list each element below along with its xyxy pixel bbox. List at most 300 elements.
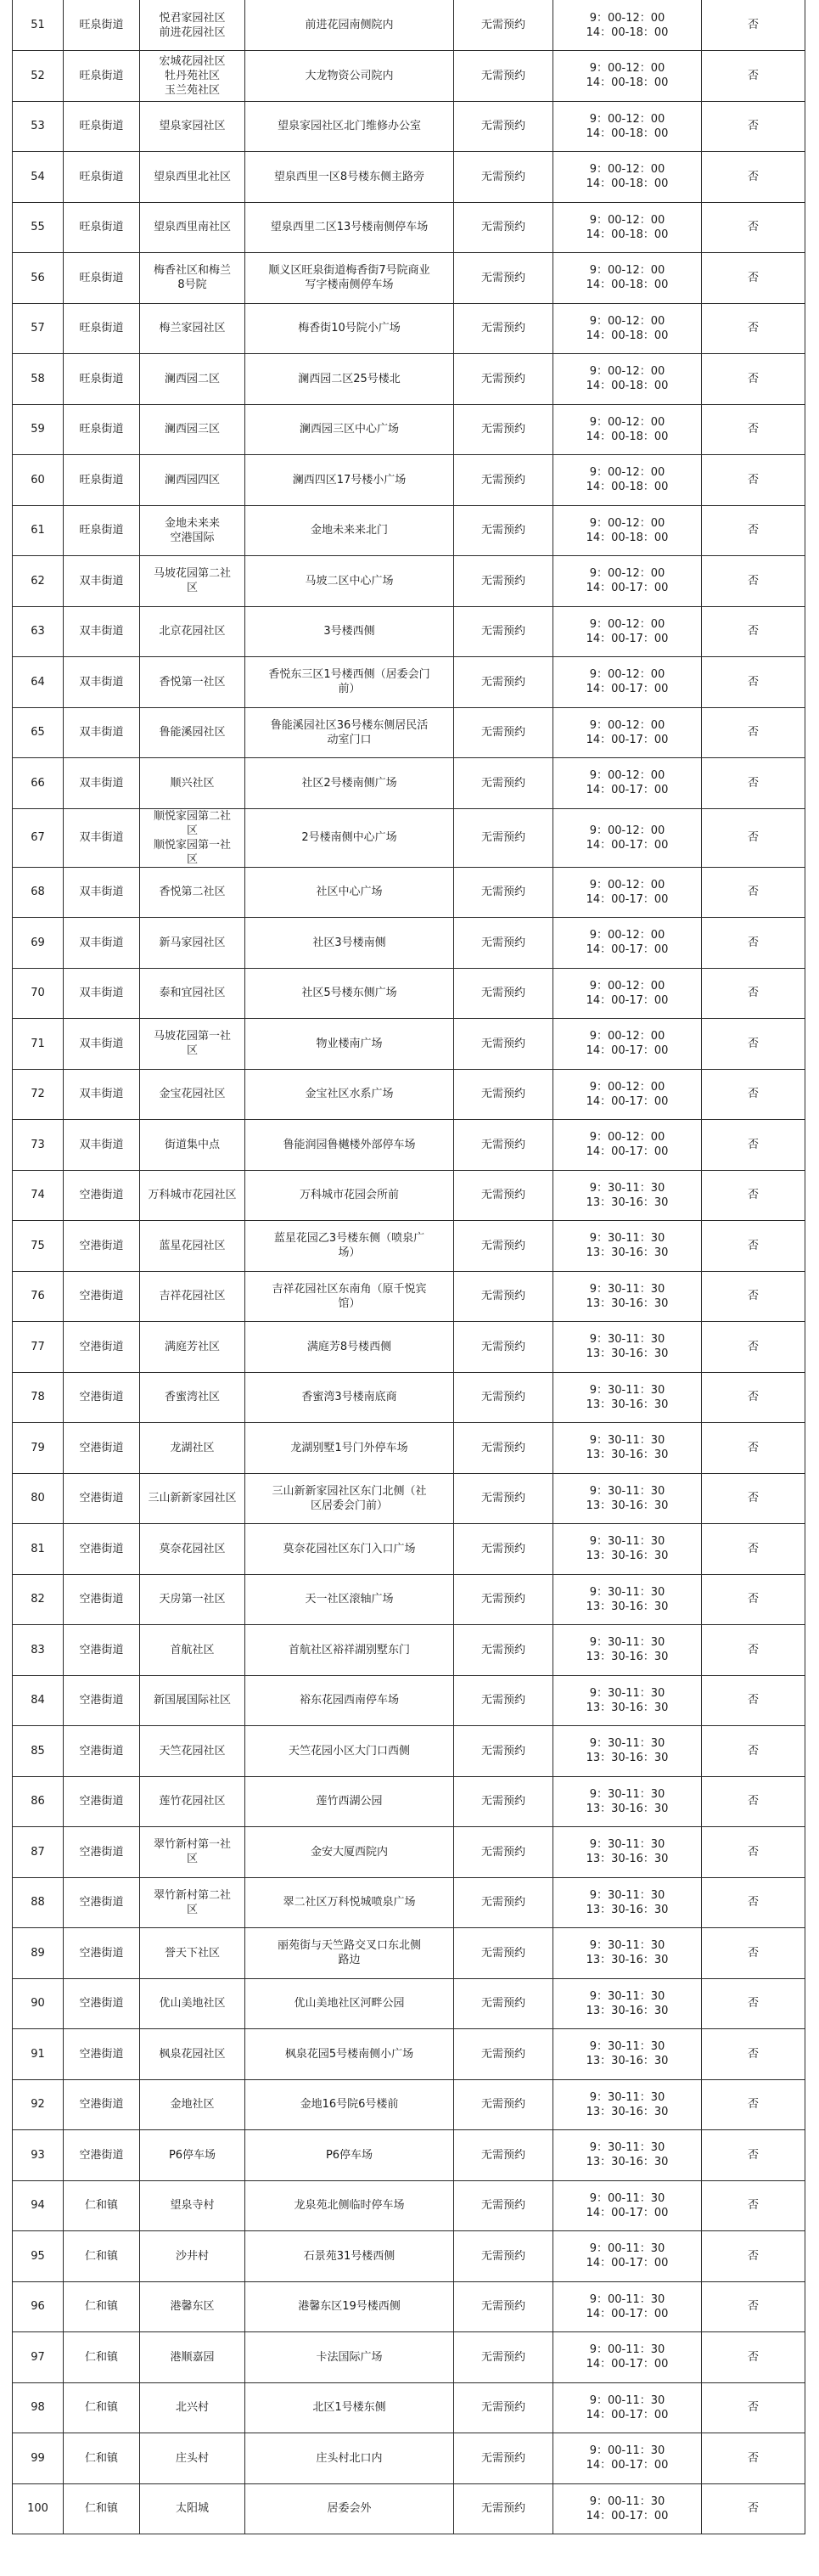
row-number-cell: 86 [13,1776,64,1827]
site-location-cell: 物业楼南广场 [245,1019,454,1070]
site-location-cell: 天一社区滚轴广场 [245,1574,454,1625]
table-row [13,1170,805,1221]
street-cell: 双丰街道 [64,1019,140,1070]
table-row [13,455,805,506]
appointment-cell: 无需预约 [454,1120,553,1171]
street-cell: 空港街道 [64,1978,140,2029]
flag-cell: 否 [702,657,805,708]
site-location-cell: 鲁能润园鲁樾楼外部停车场 [245,1120,454,1171]
street-cell: 空港街道 [64,1726,140,1777]
row-number-cell: 79 [13,1423,64,1474]
table-row [13,2029,805,2080]
flag-cell: 否 [702,2029,805,2080]
community-cell: 金宝花园社区 [140,1069,245,1120]
hours-cell: 9：30-11：30 13：30-16：30 [553,1726,702,1777]
flag-cell: 否 [702,101,805,152]
appointment-cell: 无需预约 [454,2180,553,2231]
hours-cell: 9：00-12：00 14：00-18：00 [553,202,702,253]
site-location-cell: 鲁能溪园社区36号楼东侧居民活 动室门口 [245,707,454,758]
appointment-cell: 无需预约 [454,1473,553,1524]
row-number-cell: 82 [13,1574,64,1625]
appointment-cell: 无需预约 [454,2433,553,2484]
row-number-cell: 67 [13,808,64,867]
street-cell: 旺泉街道 [64,253,140,304]
street-cell: 空港街道 [64,1827,140,1878]
community-cell: 蓝星花园社区 [140,1221,245,1272]
row-number-cell: 57 [13,303,64,354]
table-row [13,1726,805,1777]
hours-cell: 9：00-12：00 14：00-17：00 [553,808,702,867]
site-location-cell: 澜西园三区中心广场 [245,404,454,455]
table-row [13,101,805,152]
site-location-cell: 马坡二区中心广场 [245,556,454,607]
street-cell: 空港街道 [64,2079,140,2130]
row-number-cell: 81 [13,1524,64,1575]
hours-cell: 9：00-11：30 14：00-17：00 [553,2433,702,2484]
hours-cell: 9：30-11：30 13：30-16：30 [553,2029,702,2080]
table-row [13,968,805,1019]
row-number-cell: 73 [13,1120,64,1171]
community-cell: 澜西园三区 [140,404,245,455]
flag-cell: 否 [702,2433,805,2484]
site-location-cell: 澜西园二区25号楼北 [245,354,454,405]
street-cell: 仁和镇 [64,2382,140,2433]
appointment-cell: 无需预约 [454,1726,553,1777]
street-cell: 空港街道 [64,1675,140,1726]
site-location-cell: 翠二社区万科悦城喷泉广场 [245,1877,454,1928]
street-cell: 旺泉街道 [64,505,140,556]
site-location-cell: 2号楼南侧中心广场 [245,808,454,867]
row-number-cell: 63 [13,606,64,657]
table-row [13,1524,805,1575]
appointment-cell: 无需预约 [454,1978,553,2029]
community-cell: 北京花园社区 [140,606,245,657]
flag-cell: 否 [702,1928,805,1979]
community-cell: 沙井村 [140,2231,245,2282]
community-cell: 顺悦家园第二社 区 顺悦家园第一社 区 [140,808,245,867]
community-cell: 悦君家园社区 前进花园社区 [140,0,245,51]
hours-cell: 9：00-12：00 14：00-17：00 [553,556,702,607]
community-cell: 香悦第一社区 [140,657,245,708]
row-number-cell: 94 [13,2180,64,2231]
community-cell: 梅兰家园社区 [140,303,245,354]
site-location-cell: 梅香街10号院小广场 [245,303,454,354]
row-number-cell: 95 [13,2231,64,2282]
appointment-cell: 无需预约 [454,606,553,657]
community-cell: 鲁能溪园社区 [140,707,245,758]
community-cell: 马坡花园第二社 区 [140,556,245,607]
table-row [13,867,805,918]
flag-cell: 否 [702,0,805,51]
table-row [13,202,805,253]
hours-cell: 9：30-11：30 13：30-16：30 [553,2130,702,2181]
street-cell: 双丰街道 [64,808,140,867]
community-cell: 首航社区 [140,1625,245,1676]
hours-cell: 9：00-12：00 14：00-18：00 [553,354,702,405]
flag-cell: 否 [702,1675,805,1726]
row-number-cell: 75 [13,1221,64,1272]
site-location-cell: 首航社区裕祥湖别墅东门 [245,1625,454,1676]
hours-cell: 9：30-11：30 13：30-16：30 [553,1524,702,1575]
appointment-cell: 无需预约 [454,1574,553,1625]
hours-cell: 9：00-12：00 14：00-18：00 [553,455,702,506]
community-cell: 莲竹花园社区 [140,1776,245,1827]
site-location-cell: 卡法国际广场 [245,2332,454,2383]
hours-cell: 9：00-11：30 14：00-17：00 [553,2382,702,2433]
street-cell: 仁和镇 [64,2332,140,2383]
testing-sites-table [12,0,805,2534]
appointment-cell: 无需预约 [454,0,553,51]
hours-cell: 9：00-12：00 14：00-17：00 [553,606,702,657]
site-location-cell: 万科城市花园会所前 [245,1170,454,1221]
flag-cell: 否 [702,51,805,102]
hours-cell: 9：00-11：30 14：00-17：00 [553,2332,702,2383]
site-location-cell: 大龙物资公司院内 [245,51,454,102]
appointment-cell: 无需预约 [454,867,553,918]
street-cell: 旺泉街道 [64,202,140,253]
appointment-cell: 无需预约 [454,1675,553,1726]
table-row [13,2332,805,2383]
hours-cell: 9：30-11：30 13：30-16：30 [553,1877,702,1928]
hours-cell: 9：00-11：30 14：00-17：00 [553,2281,702,2332]
hours-cell: 9：00-12：00 14：00-18：00 [553,51,702,102]
flag-cell: 否 [702,556,805,607]
appointment-cell: 无需预约 [454,758,553,809]
flag-cell: 否 [702,303,805,354]
community-cell: 港顺嘉园 [140,2332,245,2383]
flag-cell: 否 [702,1322,805,1373]
row-number-cell: 62 [13,556,64,607]
row-number-cell: 66 [13,758,64,809]
street-cell: 空港街道 [64,1271,140,1322]
flag-cell: 否 [702,1473,805,1524]
street-cell: 空港街道 [64,1170,140,1221]
street-cell: 空港街道 [64,1524,140,1575]
table-row [13,1928,805,1979]
street-cell: 旺泉街道 [64,152,140,203]
row-number-cell: 87 [13,1827,64,1878]
flag-cell: 否 [702,758,805,809]
flag-cell: 否 [702,2332,805,2383]
appointment-cell: 无需预约 [454,1372,553,1423]
hours-cell: 9：00-11：30 14：00-17：00 [553,2180,702,2231]
appointment-cell: 无需预约 [454,51,553,102]
row-number-cell: 53 [13,101,64,152]
site-location-cell: 蓝星花园乙3号楼东侧（喷泉广 场） [245,1221,454,1272]
street-cell: 双丰街道 [64,867,140,918]
flag-cell: 否 [702,1877,805,1928]
table-row [13,1372,805,1423]
site-location-cell: 金地16号院6号楼前 [245,2079,454,2130]
hours-cell: 9：30-11：30 13：30-16：30 [553,1675,702,1726]
table-row [13,404,805,455]
street-cell: 空港街道 [64,1928,140,1979]
community-cell: 枫泉花园社区 [140,2029,245,2080]
flag-cell: 否 [702,202,805,253]
hours-cell: 9：30-11：30 13：30-16：30 [553,1827,702,1878]
table-row [13,707,805,758]
community-cell: 宏城花园社区 牡丹苑社区 玉兰苑社区 [140,51,245,102]
hours-cell: 9：00-11：30 14：00-17：00 [553,2483,702,2534]
row-number-cell: 51 [13,0,64,51]
community-cell: 望泉西里南社区 [140,202,245,253]
row-number-cell: 90 [13,1978,64,2029]
flag-cell: 否 [702,253,805,304]
table-row [13,918,805,969]
street-cell: 旺泉街道 [64,354,140,405]
table-row [13,1019,805,1070]
row-number-cell: 54 [13,152,64,203]
hours-cell: 9：00-12：00 14：00-18：00 [553,505,702,556]
site-location-cell: 优山美地社区河畔公园 [245,1978,454,2029]
flag-cell: 否 [702,1423,805,1474]
appointment-cell: 无需预约 [454,505,553,556]
community-cell: 顺兴社区 [140,758,245,809]
row-number-cell: 91 [13,2029,64,2080]
row-number-cell: 92 [13,2079,64,2130]
street-cell: 空港街道 [64,1423,140,1474]
hours-cell: 9：30-11：30 13：30-16：30 [553,1372,702,1423]
flag-cell: 否 [702,2130,805,2181]
site-location-cell: 枫泉花园5号楼南侧小广场 [245,2029,454,2080]
appointment-cell: 无需预约 [454,1827,553,1878]
row-number-cell: 65 [13,707,64,758]
flag-cell: 否 [702,1120,805,1171]
community-cell: 金地未来来 空港国际 [140,505,245,556]
table-row [13,303,805,354]
site-location-cell: 北区1号楼东侧 [245,2382,454,2433]
appointment-cell: 无需预约 [454,2231,553,2282]
row-number-cell: 52 [13,51,64,102]
table-row [13,1625,805,1676]
site-location-cell: 金地未来来北门 [245,505,454,556]
site-location-cell: 三山新新家园社区东门北侧（社 区居委会门前） [245,1473,454,1524]
table-row [13,1574,805,1625]
community-cell: 翠竹新村第二社 区 [140,1877,245,1928]
table-row [13,51,805,102]
row-number-cell: 97 [13,2332,64,2383]
flag-cell: 否 [702,808,805,867]
hours-cell: 9：00-12：00 14：00-18：00 [553,404,702,455]
flag-cell: 否 [702,2180,805,2231]
table-row [13,1120,805,1171]
site-location-cell: 3号楼西侧 [245,606,454,657]
hours-cell: 9：00-12：00 14：00-17：00 [553,1069,702,1120]
table-row [13,556,805,607]
hours-cell: 9：00-12：00 14：00-17：00 [553,867,702,918]
row-number-cell: 70 [13,968,64,1019]
row-number-cell: 77 [13,1322,64,1373]
appointment-cell: 无需预约 [454,2130,553,2181]
table-row [13,808,805,867]
street-cell: 双丰街道 [64,918,140,969]
flag-cell: 否 [702,152,805,203]
flag-cell: 否 [702,354,805,405]
community-cell: 金地社区 [140,2079,245,2130]
flag-cell: 否 [702,968,805,1019]
site-location-cell: 香蜜湾3号楼南底商 [245,1372,454,1423]
site-location-cell: 澜西四区17号楼小广场 [245,455,454,506]
appointment-cell: 无需预约 [454,354,553,405]
flag-cell: 否 [702,1271,805,1322]
street-cell: 双丰街道 [64,968,140,1019]
site-location-cell: 前进花园南侧院内 [245,0,454,51]
site-location-cell: 龙湖别墅1号门外停车场 [245,1423,454,1474]
street-cell: 空港街道 [64,1322,140,1373]
site-location-cell: 社区5号楼东侧广场 [245,968,454,1019]
hours-cell: 9：00-12：00 14：00-17：00 [553,758,702,809]
community-cell: 三山新新家园社区 [140,1473,245,1524]
street-cell: 空港街道 [64,1776,140,1827]
appointment-cell: 无需预约 [454,2332,553,2383]
site-location-cell: 庄头村北口内 [245,2433,454,2484]
street-cell: 双丰街道 [64,657,140,708]
hours-cell: 9：00-11：30 14：00-17：00 [553,2231,702,2282]
appointment-cell: 无需预约 [454,1524,553,1575]
row-number-cell: 99 [13,2433,64,2484]
row-number-cell: 61 [13,505,64,556]
hours-cell: 9：00-12：00 14：00-17：00 [553,1120,702,1171]
appointment-cell: 无需预约 [454,2029,553,2080]
table-row [13,354,805,405]
site-location-cell: 港馨东区19号楼西侧 [245,2281,454,2332]
table-row [13,1322,805,1373]
site-location-cell: 丽苑街与天竺路交叉口东北侧 路边 [245,1928,454,1979]
flag-cell: 否 [702,404,805,455]
table-row [13,657,805,708]
appointment-cell: 无需预约 [454,455,553,506]
table-row [13,2231,805,2282]
street-cell: 空港街道 [64,1877,140,1928]
appointment-cell: 无需预约 [454,1928,553,1979]
community-cell: 泰和宜园社区 [140,968,245,1019]
appointment-cell: 无需预约 [454,101,553,152]
hours-cell: 9：00-12：00 14：00-18：00 [553,152,702,203]
flag-cell: 否 [702,918,805,969]
flag-cell: 否 [702,505,805,556]
street-cell: 仁和镇 [64,2281,140,2332]
table-row [13,253,805,304]
street-cell: 空港街道 [64,1372,140,1423]
street-cell: 旺泉街道 [64,0,140,51]
table-row [13,1271,805,1322]
row-number-cell: 69 [13,918,64,969]
street-cell: 双丰街道 [64,556,140,607]
street-cell: 双丰街道 [64,606,140,657]
appointment-cell: 无需预约 [454,808,553,867]
community-cell: 优山美地社区 [140,1978,245,2029]
hours-cell: 9：30-11：30 13：30-16：30 [553,1170,702,1221]
flag-cell: 否 [702,1776,805,1827]
flag-cell: 否 [702,1170,805,1221]
community-cell: 香悦第二社区 [140,867,245,918]
street-cell: 双丰街道 [64,1120,140,1171]
community-cell: 新马家园社区 [140,918,245,969]
table-row [13,606,805,657]
table-row [13,1473,805,1524]
hours-cell: 9：00-12：00 14：00-18：00 [553,101,702,152]
hours-cell: 9：00-12：00 14：00-17：00 [553,657,702,708]
site-location-cell: 天竺花园小区大门口西侧 [245,1726,454,1777]
street-cell: 旺泉街道 [64,404,140,455]
flag-cell: 否 [702,1221,805,1272]
row-number-cell: 80 [13,1473,64,1524]
flag-cell: 否 [702,1978,805,2029]
street-cell: 空港街道 [64,1473,140,1524]
row-number-cell: 74 [13,1170,64,1221]
site-location-cell: 望泉西里二区13号楼南侧停车场 [245,202,454,253]
table-row [13,152,805,203]
community-cell: 庄头村 [140,2433,245,2484]
row-number-cell: 88 [13,1877,64,1928]
flag-cell: 否 [702,1726,805,1777]
site-location-cell: 顺义区旺泉街道梅香街7号院商业 写字楼南侧停车场 [245,253,454,304]
community-cell: 澜西园二区 [140,354,245,405]
appointment-cell: 无需预约 [454,1271,553,1322]
site-location-cell: 裕东花园西南停车场 [245,1675,454,1726]
row-number-cell: 78 [13,1372,64,1423]
street-cell: 旺泉街道 [64,51,140,102]
hours-cell: 9：30-11：30 13：30-16：30 [553,1271,702,1322]
community-cell: 望泉西里北社区 [140,152,245,203]
community-cell: 太阳城 [140,2483,245,2534]
flag-cell: 否 [702,1625,805,1676]
flag-cell: 否 [702,1069,805,1120]
street-cell: 空港街道 [64,1574,140,1625]
table-row [13,1675,805,1726]
street-cell: 旺泉街道 [64,455,140,506]
hours-cell: 9：00-12：00 14：00-18：00 [553,0,702,51]
street-cell: 双丰街道 [64,758,140,809]
table-row [13,2180,805,2231]
appointment-cell: 无需预约 [454,152,553,203]
community-cell: 天房第一社区 [140,1574,245,1625]
street-cell: 空港街道 [64,2029,140,2080]
row-number-cell: 98 [13,2382,64,2433]
table-row [13,2382,805,2433]
row-number-cell: 56 [13,253,64,304]
hours-cell: 9：00-12：00 14：00-17：00 [553,1019,702,1070]
community-cell: P6停车场 [140,2130,245,2181]
community-cell: 港馨东区 [140,2281,245,2332]
community-cell: 誉天下社区 [140,1928,245,1979]
community-cell: 万科城市花园社区 [140,1170,245,1221]
table-row [13,505,805,556]
site-location-cell: 金宝社区水系广场 [245,1069,454,1120]
community-cell: 街道集中点 [140,1120,245,1171]
street-cell: 双丰街道 [64,1069,140,1120]
row-number-cell: 100 [13,2483,64,2534]
flag-cell: 否 [702,2079,805,2130]
flag-cell: 否 [702,455,805,506]
street-cell: 仁和镇 [64,2231,140,2282]
appointment-cell: 无需预约 [454,202,553,253]
hours-cell: 9：30-11：30 13：30-16：30 [553,1928,702,1979]
site-location-cell: 香悦东三区1号楼西侧（居委会门 前） [245,657,454,708]
site-location-cell: 吉祥花园社区东南角（原千悦宾 馆） [245,1271,454,1322]
street-cell: 空港街道 [64,1625,140,1676]
flag-cell: 否 [702,707,805,758]
site-location-cell: 居委会外 [245,2483,454,2534]
table-body [13,0,805,2534]
site-location-cell: 石景苑31号楼西侧 [245,2231,454,2282]
community-cell: 龙湖社区 [140,1423,245,1474]
flag-cell: 否 [702,1524,805,1575]
hours-cell: 9：00-12：00 14：00-17：00 [553,968,702,1019]
row-number-cell: 76 [13,1271,64,1322]
street-cell: 空港街道 [64,1221,140,1272]
hours-cell: 9：00-12：00 14：00-18：00 [553,253,702,304]
